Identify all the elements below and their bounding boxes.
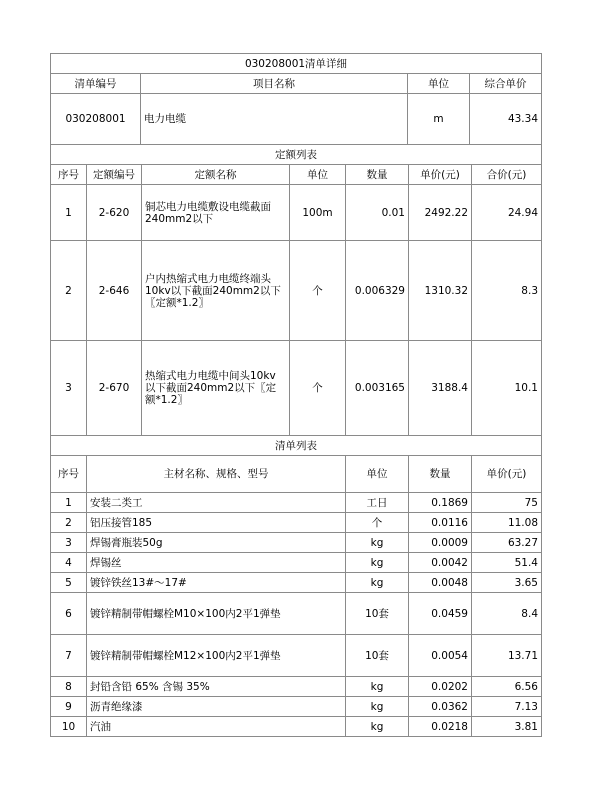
quota-name: 铜芯电力电缆敷设电缆截面240mm2以下 xyxy=(142,185,290,241)
quota-section-title: 定额列表 xyxy=(51,145,542,165)
quota-row xyxy=(51,241,542,341)
material-header-unit: 单位 xyxy=(346,456,409,493)
quota-total: 8.3 xyxy=(472,241,542,341)
material-unit: kg xyxy=(346,717,409,737)
material-row xyxy=(51,493,542,513)
list-detail-title: 030208001清单详细 xyxy=(51,54,542,74)
quota-unit: 个 xyxy=(290,241,346,341)
quota-code: 2-646 xyxy=(87,241,142,341)
quota-price: 1310.32 xyxy=(409,241,472,341)
detail-table xyxy=(50,144,542,737)
quota-row xyxy=(51,185,542,241)
material-price: 3.81 xyxy=(472,717,542,737)
material-section-title-row xyxy=(51,436,542,456)
material-row xyxy=(51,573,542,593)
quota-price: 2492.22 xyxy=(409,185,472,241)
material-no: 3 xyxy=(51,533,87,553)
material-row xyxy=(51,593,542,635)
material-header-row xyxy=(51,456,542,493)
material-qty: 0.0218 xyxy=(409,717,472,737)
list-item-price: 43.34 xyxy=(470,94,542,145)
material-qty: 0.0054 xyxy=(409,635,472,677)
list-item-unit: m xyxy=(408,94,470,145)
material-no: 7 xyxy=(51,635,87,677)
list-unit-header: 单位 xyxy=(408,74,470,94)
material-name: 沥青绝缘漆 xyxy=(87,697,346,717)
quota-name: 户内热缩式电力电缆终端头10kv以下截面240mm2以下〖定额*1.2〗 xyxy=(142,241,290,341)
material-qty: 0.0042 xyxy=(409,553,472,573)
material-header-qty: 数量 xyxy=(409,456,472,493)
material-row xyxy=(51,717,542,737)
material-name: 安装二类工 xyxy=(87,493,346,513)
quota-header-code: 定额编号 xyxy=(87,165,142,185)
material-qty: 0.1869 xyxy=(409,493,472,513)
quota-code: 2-670 xyxy=(87,341,142,436)
material-qty: 0.0048 xyxy=(409,573,472,593)
material-price: 63.27 xyxy=(472,533,542,553)
quota-unit: 个 xyxy=(290,341,346,436)
list-item-code: 030208001 xyxy=(51,94,141,145)
material-no: 5 xyxy=(51,573,87,593)
material-name: 汽油 xyxy=(87,717,346,737)
list-item-row xyxy=(51,94,542,145)
material-price: 6.56 xyxy=(472,677,542,697)
material-no: 10 xyxy=(51,717,87,737)
material-name: 封铅含铅 65% 含锡 35% xyxy=(87,677,346,697)
quota-total: 24.94 xyxy=(472,185,542,241)
material-row xyxy=(51,513,542,533)
quota-unit: 100m xyxy=(290,185,346,241)
quota-row xyxy=(51,341,542,436)
quota-header-qty: 数量 xyxy=(346,165,409,185)
quota-qty: 0.006329 xyxy=(346,241,409,341)
material-no: 1 xyxy=(51,493,87,513)
list-summary-table xyxy=(50,53,542,145)
quota-no: 2 xyxy=(51,241,87,341)
list-item-name: 电力电缆 xyxy=(141,94,408,145)
quota-section-title-row xyxy=(51,145,542,165)
quota-no: 1 xyxy=(51,185,87,241)
material-price: 8.4 xyxy=(472,593,542,635)
list-price-header: 综合单价 xyxy=(470,74,542,94)
material-no: 4 xyxy=(51,553,87,573)
material-row xyxy=(51,677,542,697)
material-header-no: 序号 xyxy=(51,456,87,493)
quota-qty: 0.01 xyxy=(346,185,409,241)
material-row xyxy=(51,635,542,677)
quota-header-row xyxy=(51,165,542,185)
material-unit: kg xyxy=(346,533,409,553)
material-name: 焊锡丝 xyxy=(87,553,346,573)
material-name: 镀锌铁丝13#～17# xyxy=(87,573,346,593)
title-row xyxy=(51,54,542,74)
material-header-name: 主材名称、规格、型号 xyxy=(87,456,346,493)
material-unit: 10套 xyxy=(346,635,409,677)
quota-price: 3188.4 xyxy=(409,341,472,436)
material-qty: 0.0116 xyxy=(409,513,472,533)
material-row xyxy=(51,533,542,553)
material-section-title: 清单列表 xyxy=(51,436,542,456)
material-unit: 10套 xyxy=(346,593,409,635)
material-unit: kg xyxy=(346,697,409,717)
list-code-header: 清单编号 xyxy=(51,74,141,94)
material-no: 2 xyxy=(51,513,87,533)
material-no: 9 xyxy=(51,697,87,717)
material-qty: 0.0009 xyxy=(409,533,472,553)
quota-name: 热缩式电力电缆中间头10kv以下截面240mm2以下〖定额*1.2〗 xyxy=(142,341,290,436)
quota-header-price: 单价(元) xyxy=(409,165,472,185)
quota-header-unit: 单位 xyxy=(290,165,346,185)
material-unit: kg xyxy=(346,573,409,593)
material-price: 3.65 xyxy=(472,573,542,593)
material-unit: kg xyxy=(346,553,409,573)
material-price: 75 xyxy=(472,493,542,513)
material-qty: 0.0362 xyxy=(409,697,472,717)
material-unit: 工日 xyxy=(346,493,409,513)
quota-qty: 0.003165 xyxy=(346,341,409,436)
quota-header-no: 序号 xyxy=(51,165,87,185)
material-row xyxy=(51,553,542,573)
material-qty: 0.0202 xyxy=(409,677,472,697)
material-price: 51.4 xyxy=(472,553,542,573)
material-no: 8 xyxy=(51,677,87,697)
material-price: 11.08 xyxy=(472,513,542,533)
material-name: 焊锡膏瓶装50g xyxy=(87,533,346,553)
material-price: 13.71 xyxy=(472,635,542,677)
list-name-header: 项目名称 xyxy=(141,74,408,94)
quota-no: 3 xyxy=(51,341,87,436)
material-header-price: 单价(元) xyxy=(472,456,542,493)
list-header-row xyxy=(51,74,542,94)
material-name: 镀锌精制带帽螺栓M12×100内2平1弹垫 xyxy=(87,635,346,677)
quota-header-total: 合价(元) xyxy=(472,165,542,185)
material-name: 镀锌精制带帽螺栓M10×100内2平1弹垫 xyxy=(87,593,346,635)
material-row xyxy=(51,697,542,717)
quota-header-name: 定额名称 xyxy=(142,165,290,185)
quota-code: 2-620 xyxy=(87,185,142,241)
material-unit: kg xyxy=(346,677,409,697)
quota-total: 10.1 xyxy=(472,341,542,436)
material-price: 7.13 xyxy=(472,697,542,717)
material-unit: 个 xyxy=(346,513,409,533)
material-name: 铝压接管185 xyxy=(87,513,346,533)
material-no: 6 xyxy=(51,593,87,635)
material-qty: 0.0459 xyxy=(409,593,472,635)
